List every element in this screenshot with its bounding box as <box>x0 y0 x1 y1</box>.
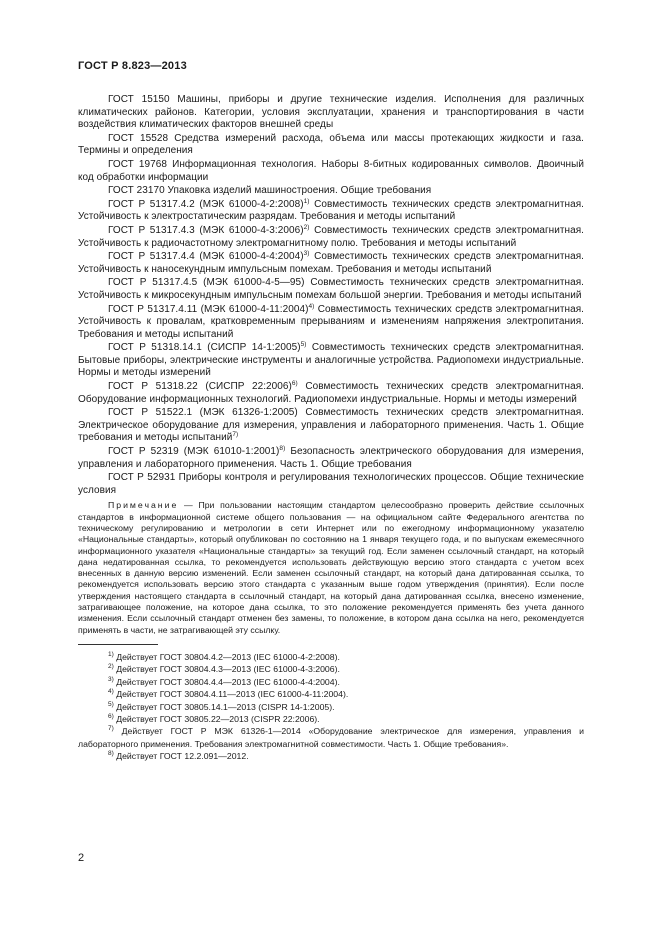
reference-item <box>78 159 584 184</box>
footnote-marker: 2) <box>303 223 310 231</box>
footnote-item <box>78 750 584 762</box>
footnote-marker: 7) <box>232 431 239 439</box>
reference-item <box>78 277 584 302</box>
footnote-number: 4) <box>108 688 114 696</box>
reference-text: ГОСТ Р 51318.14.1 (СИСПР 14-1:2005) <box>108 342 301 354</box>
reference-list <box>78 94 584 497</box>
footnote-number: 6) <box>108 713 114 720</box>
footnote-text: Действует ГОСТ Р МЭК 61326-1—2014 «Оборудование электрическое для измерения, управления и лабораторного применения. Требования электромагнитной совместимости. Часть 1. Общие требования». <box>78 726 584 749</box>
footnote-marker: 4) <box>308 302 315 310</box>
page-header-title: ГОСТ Р 8.823—2013 <box>78 60 187 72</box>
footnote-marker: 3) <box>303 250 310 258</box>
reference-text: ГОСТ 15150 Машины, приборы и другие технические изделия. Исполнения для различных климатических районов. Категории, условия эксплуатации, хранения и транспортирования в части воздействия климатических факторов внешней среды <box>78 94 584 131</box>
footnote-number: 7) <box>108 725 114 733</box>
page-number: 2 <box>78 852 85 864</box>
footnote-number: 5) <box>108 700 114 708</box>
footnote-item <box>78 651 584 663</box>
footnote-item <box>78 713 584 725</box>
footnote-item <box>78 725 584 750</box>
footnote-text: Действует ГОСТ 30804.4.2—2013 (IEC 61000-4-2:2008). <box>113 651 340 662</box>
footnote-text: Действует ГОСТ 30804.4.11—2013 (IEC 61000-4-11:2004). <box>113 689 349 700</box>
footnote-item <box>78 701 584 713</box>
reference-title: Совместимость технических средств электромагнитная. Устойчивость к провалам, кратковременным прерываниям и изменениям напряжения электропитания. Требования и методы испытаний <box>78 303 585 340</box>
reference-text: ГОСТ Р 51317.4.5 (МЭК 61000-4-5—95) Совместимость технических средств электромагнитная. Устойчивость к микросекундным импульсным помехам большой энергии. Требования и методы испытаний <box>78 277 584 301</box>
reference-item <box>78 446 584 471</box>
reference-title: Совместимость технических средств электромагнитная. Оборудование информационных технологий. Радиопомехи индустриальные. Нормы и методы измерений <box>78 381 584 405</box>
reference-text: ГОСТ 19768 Информационная технология. Наборы 8-битных кодированных символов. Двоичный код обработки информации <box>78 158 584 183</box>
reference-title: Совместимость технических средств электромагнитная. Бытовые приборы, электрические инструменты и аналогичные устройства. Радиопомехи индустриальные. Нормы и методы измерений <box>78 342 584 379</box>
reference-item <box>78 472 584 497</box>
footnote-number: 2) <box>108 663 114 671</box>
reference-item <box>78 304 584 342</box>
reference-text: ГОСТ Р 51317.4.4 (МЭК 61000-4-4:2004) <box>108 251 304 263</box>
reference-text: ГОСТ Р 52319 (МЭК 61010-1:2001) <box>108 446 280 458</box>
footnote-number: 3) <box>108 675 114 683</box>
reference-title: Совместимость технических средств электромагнитная. Устойчивость к электростатическим разрядам. Требования и методы испытаний <box>78 198 584 223</box>
reference-text: ГОСТ Р 51317.4.2 (МЭК 61000-4-2:2008) <box>108 198 304 210</box>
reference-text: ГОСТ Р 51317.4.11 (МЭК 61000-4-11:2004) <box>108 303 309 315</box>
reference-item <box>78 185 584 198</box>
reference-text: ГОСТ 23170 Упаковка изделий машиностроения. Общие требования <box>108 185 432 197</box>
footnote-item <box>78 663 584 675</box>
reference-item <box>78 94 584 132</box>
footnote-marker: 1) <box>303 197 310 205</box>
footnote-text: Действует ГОСТ 12.2.091—2012. <box>113 751 249 762</box>
reference-title: Совместимость технических средств электромагнитная. Устойчивость к наносекундным импульсным помехам. Требования и методы испытаний <box>78 251 584 275</box>
footnote-list <box>78 651 584 763</box>
reference-text: ГОСТ Р 51318.22 (СИСПР 22:2006) <box>108 381 292 393</box>
reference-text: ГОСТ Р 52931 Приборы контроля и регулирования технологических процессов. Общие технические условия <box>78 472 584 496</box>
reference-item <box>78 342 584 380</box>
reference-item <box>78 199 584 224</box>
footnote-number: 8) <box>108 750 114 758</box>
footnote-marker: 6) <box>291 380 298 388</box>
reference-item <box>78 133 584 158</box>
reference-title: Совместимость технических средств электромагнитная. Устойчивость к радиочастотному электромагнитному полю. Требования и методы испытаний <box>78 224 584 249</box>
footnote-text: Действует ГОСТ 30805.22—2013 (CISPR 22:2006). <box>113 714 320 724</box>
footnote-marker: 8) <box>279 445 286 453</box>
note-label: Примечание <box>108 500 179 511</box>
reference-item <box>78 251 584 276</box>
reference-text: ГОСТ 15528 Средства измерений расхода, объема или массы протекающих жидкости и газа. Термины и определения <box>78 132 584 157</box>
reference-item <box>78 381 584 406</box>
normative-references <box>78 94 584 763</box>
reference-item <box>78 407 584 445</box>
footnote-text: Действует ГОСТ 30804.4.4—2013 (IEC 61000-4-4:2004). <box>113 676 340 687</box>
reference-title: Безопасность электрического оборудования для измерения, управления и лабораторного применения. Часть 1. Общие требования <box>78 446 584 470</box>
note-text: — При пользовании настоящим стандартом целесообразно проверить действие ссылочных стандартов в информационной системе общего пользования — на официальном сайте Федерального агентства по техническому регулированию и метрологии в сети Интернет или по ежегодному информационному указателю «Национальные стандарты», который опубликован по состоянию на 1 января текущего года, и по выпускам ежемесячного информационного указателя «Национальные стандарты» за текущий год. Если заменен ссылочный стандарт, на который дана недатированная ссылка, то рекомендуется использовать действующую версию этого стандарта с учетом всех внесенных в данную версию изменений. Если заменен ссылочный стандарт, на который дана датированная ссылка, то рекомендуется использовать версию этого стандарта с указанным выше годом утверждения (принятия). Если после утверждения настоящего стандарта в ссылочный стандарт, на который дана датированная ссылка, внесено изменение, затрагивающее положение, на которое дана ссылка, то это положение рекомендуется применять без учета данного изменения. Если ссылочный стандарт отменен без замены, то положение, в котором дана ссылка на него, рекомендуется применять в части, не затрагивающей эту ссылку. <box>78 500 584 635</box>
reference-text: ГОСТ Р 51522.1 (МЭК 61326-1:2005) Совместимость технических средств электромагнитная. Электрическое оборудование для измерения, управления и лабораторного применения. Часть 1. Общие требования и методы испытаний <box>78 407 584 444</box>
reference-item <box>78 225 584 250</box>
footnote-separator <box>78 644 158 645</box>
footnote-marker: 5) <box>300 341 307 349</box>
footnote-text: Действует ГОСТ 30805.14.1—2013 (CISPR 14-1:2005). <box>113 701 335 712</box>
footnote-text: Действует ГОСТ 30804.4.3—2013 (IEC 61000-4-3:2006). <box>113 664 340 675</box>
footnote-item <box>78 688 584 700</box>
footnote-number: 1) <box>108 650 114 658</box>
note-paragraph <box>78 500 584 636</box>
reference-text: ГОСТ Р 51317.4.3 (МЭК 61000-4-3:2006) <box>108 224 304 236</box>
footnote-item <box>78 676 584 688</box>
